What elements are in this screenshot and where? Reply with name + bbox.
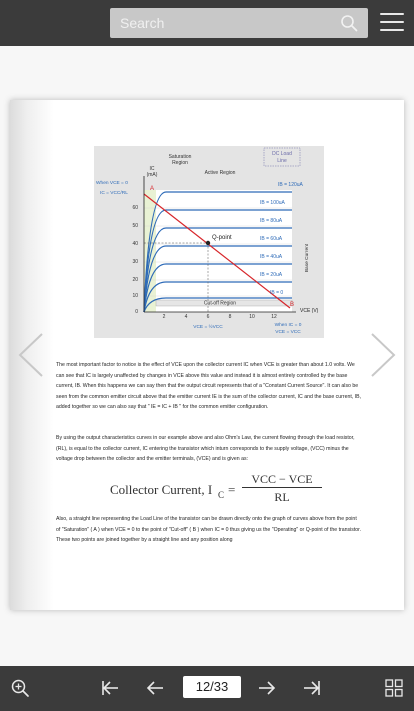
y-axis-unit: (mA) [146, 172, 158, 178]
cutoff-region-label: Cut-off Region [203, 300, 237, 307]
y-tick: 0 [135, 309, 138, 315]
saturation-label-2: Region [172, 160, 188, 166]
when-ic-zero-label: When IC = 0 [274, 323, 302, 328]
x-axis-label: VCE (V) [300, 308, 319, 314]
page-number-indicator[interactable]: 12/33 [183, 676, 241, 698]
y-tick: 50 [132, 223, 138, 229]
next-page-arrow-icon[interactable] [368, 330, 398, 380]
y-tick: 40 [132, 241, 138, 247]
curve-label-120: IB = 120uA [278, 182, 303, 188]
curve-label-40: IB = 40uA [260, 254, 283, 260]
point-b-label: B [290, 302, 295, 308]
previous-page-icon[interactable] [145, 678, 165, 698]
next-page-icon[interactable] [257, 678, 277, 698]
y-axis-label: IC [149, 166, 155, 172]
y-tick: 10 [132, 293, 138, 299]
vce-eq-label: VCE = VCC [275, 330, 301, 335]
x-tick: 6 [206, 314, 210, 320]
collector-current-formula: Collector Current, I C = VCC − VCE RL [110, 472, 330, 508]
x-tick: 4 [184, 314, 188, 320]
dc-load-line-label: DC Load [272, 151, 292, 157]
search-input[interactable] [110, 8, 340, 38]
document-page [10, 100, 404, 610]
y-tick: 20 [132, 277, 138, 283]
point-a-label: A [150, 186, 155, 192]
formula-lhs: Collector Current, I [110, 482, 213, 497]
q-point-label: Q-point [212, 235, 232, 241]
search-icon[interactable] [340, 14, 358, 32]
curve-label-60: IB = 60uA [260, 236, 283, 242]
paragraph-3: Also, a straight line representing the Load Line of the transistor can be drawn directly onto the graph of curves above from the point of "Saturation" ( A ) when VCE = 0 to the point of "Cut-off" ( B ) when IC = 0 thus giving us the "Operating" or Q-point of the transistor. These two points are joined together by a straight line and any position along [56, 516, 362, 544]
formula-denominator: RL [274, 490, 290, 504]
y-tick: 30 [132, 259, 138, 265]
curve-label-100: IB = 100uA [260, 200, 285, 206]
first-page-icon[interactable] [100, 678, 120, 698]
ic-equation-label: IC = VCC/RL [100, 191, 128, 196]
x-tick: 8 [228, 314, 232, 320]
zoom-in-icon[interactable] [10, 678, 30, 698]
bottom-toolbar [0, 666, 414, 711]
saturation-label: Saturation [168, 154, 192, 160]
paragraph-2: By using the output characteristics curves in our example above and also Ohm's Law, the current flowing through the load resistor, (RL), is equal to the collector current, IC entering the transistor which inturn corresponds to the supply voltage, (VCC) minus the voltage drop between the collector and the emitter terminals, (VCE) and is given as: [56, 435, 355, 463]
formula-sub: C [218, 490, 225, 500]
search-box[interactable] [110, 8, 368, 38]
curve-label-0: IB = 0 [270, 290, 284, 296]
curve-label-20: IB = 20uA [260, 272, 283, 278]
top-toolbar [0, 0, 414, 46]
thumbnails-grid-icon[interactable] [384, 678, 404, 698]
previous-page-arrow-icon[interactable] [16, 330, 46, 380]
x-tick: 12 [271, 314, 277, 320]
y-tick: 60 [132, 205, 138, 211]
active-region-label: Active Region [204, 170, 236, 176]
paragraph-1: The most important factor to notice is the effect of VCE upon the collector current IC when VCE is greater than about 1.0 volts. We can see that IC is largely unaffected by changes in VCE above this value and instead it is almost entirely controlled by the base current, IB. When this happens we can say then that the output circuit represents that of a "Constant Current Source". It can also be seen from the common emitter circuit above that the emitter current IE is the sum of the collector current, IC and the base current, IB, added together so we can also say that " IE = IC + IB " for the common emitter configuration. [56, 362, 362, 411]
hamburger-menu-icon[interactable] [380, 13, 404, 33]
curve-label-80: IB = 80uA [260, 218, 283, 224]
formula-numerator: VCC − VCE [242, 472, 322, 488]
when-vce-zero-label: When VCE = 0 [96, 181, 128, 186]
vce-half-label: VCE = ½VCC [193, 325, 223, 330]
x-tick: 10 [249, 314, 255, 320]
last-page-icon[interactable] [302, 678, 322, 698]
x-tick: 2 [162, 314, 166, 320]
dc-load-line-label-2: Line [277, 158, 287, 164]
base-current-label: Base Current [305, 243, 310, 273]
transistor-characteristics-figure [94, 146, 324, 338]
